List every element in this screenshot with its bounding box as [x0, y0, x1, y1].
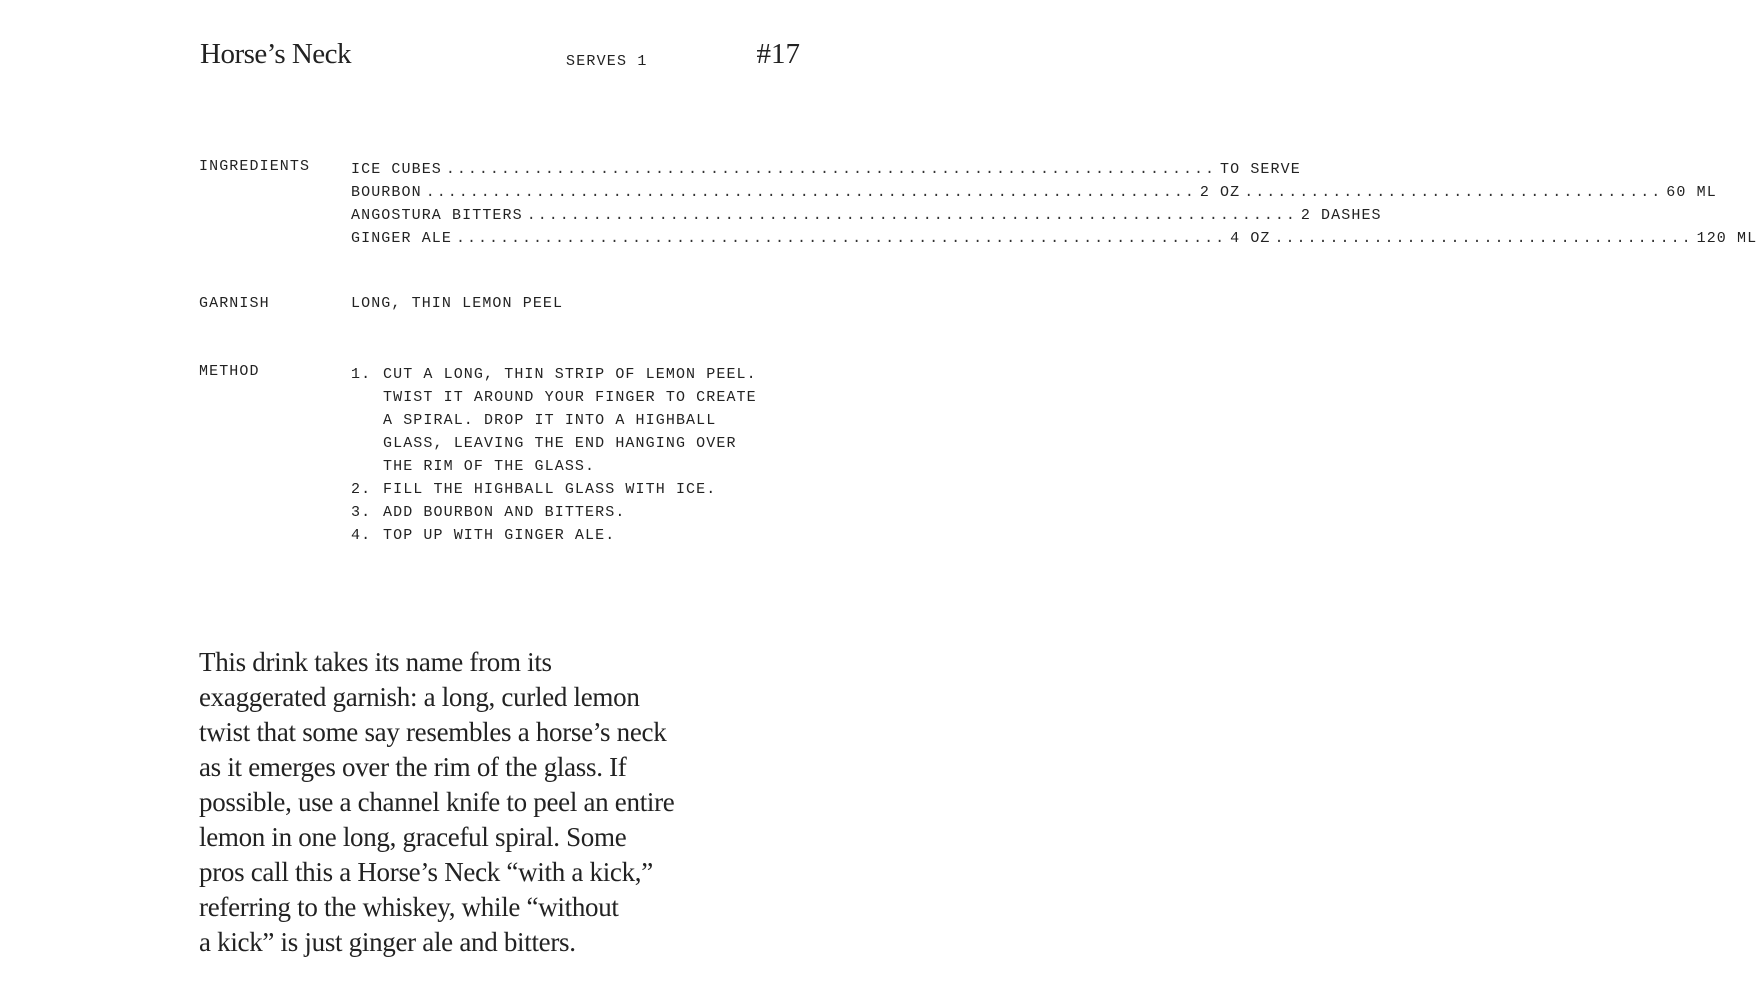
method-step [351, 524, 801, 547]
leader-dots: ...................................................................... [425, 184, 1196, 201]
leader-dots: ...................................... [1274, 230, 1693, 247]
ingredient-name: ICE CUBES [351, 161, 442, 178]
leader-dots: ...................................................................... [526, 207, 1297, 224]
ingredient-metric: 120 ML [1696, 230, 1757, 247]
serves-count: SERVES 1 [566, 53, 648, 70]
ingredient-metric: 60 ML [1666, 184, 1717, 201]
recipe-description: This drink takes its name from its exaggerated garnish: a long, curled lemon twist that some say resembles a horse’s neck as it emerges over the rim of the glass. If possible, use a channel knife to peel an entire lemon in one long, graceful spiral. Some pros call this a Horse’s Neck “with a kick,” referring to the whiskey, while “without a kick” is just ginger ale and bitters. [199, 647, 675, 957]
recipe-title: Horse’s Neck [200, 38, 352, 70]
step-number: 3. [351, 504, 372, 521]
ingredients-label: INGREDIENTS [199, 158, 311, 175]
ingredient-name: GINGER ALE [351, 230, 453, 247]
recipe-number: #17 [756, 38, 800, 70]
ingredient-name: ANGOSTURA BITTERS [351, 207, 523, 224]
ingredient-name: BOURBON [351, 184, 422, 201]
ingredient-amount: 2 OZ [1199, 184, 1241, 201]
leader-dots: ...................................... [1244, 184, 1663, 201]
leader-dots: ...................................................................... [456, 230, 1227, 247]
step-text: ADD BOURBON AND BITTERS. [383, 504, 626, 521]
step-number: 1. [351, 366, 372, 383]
step-number: 4. [351, 527, 372, 544]
step-text: TOP UP WITH GINGER ALE. [383, 527, 616, 544]
ingredient-row [351, 181, 1717, 204]
method-step [351, 363, 801, 478]
method-list [351, 363, 801, 547]
ingredient-amount: 2 DASHES [1300, 207, 1382, 224]
ingredient-row [351, 204, 1382, 227]
ingredients-list [351, 158, 1757, 250]
ingredient-row [351, 158, 1301, 181]
method-step [351, 501, 801, 524]
garnish-label: GARNISH [199, 295, 270, 312]
method-label: METHOD [199, 363, 260, 380]
ingredient-amount: TO SERVE [1220, 161, 1301, 178]
method-step [351, 478, 801, 501]
garnish-text: LONG, THIN LEMON PEEL [351, 295, 564, 312]
leader-dots: ...................................................................... [445, 161, 1217, 178]
ingredient-amount: 4 OZ [1230, 230, 1271, 247]
step-text: CUT A LONG, THIN STRIP OF LEMON PEEL. TWIST IT AROUND YOUR FINGER TO CREATE A SPIRAL. DROP IT INTO A HIGHBALL GLASS, LEAVING THE END HANGING OVER THE RIM OF THE GLASS. [383, 366, 757, 475]
step-text: FILL THE HIGHBALL GLASS WITH ICE. [383, 481, 717, 498]
step-number: 2. [351, 481, 372, 498]
ingredient-row [351, 227, 1757, 250]
